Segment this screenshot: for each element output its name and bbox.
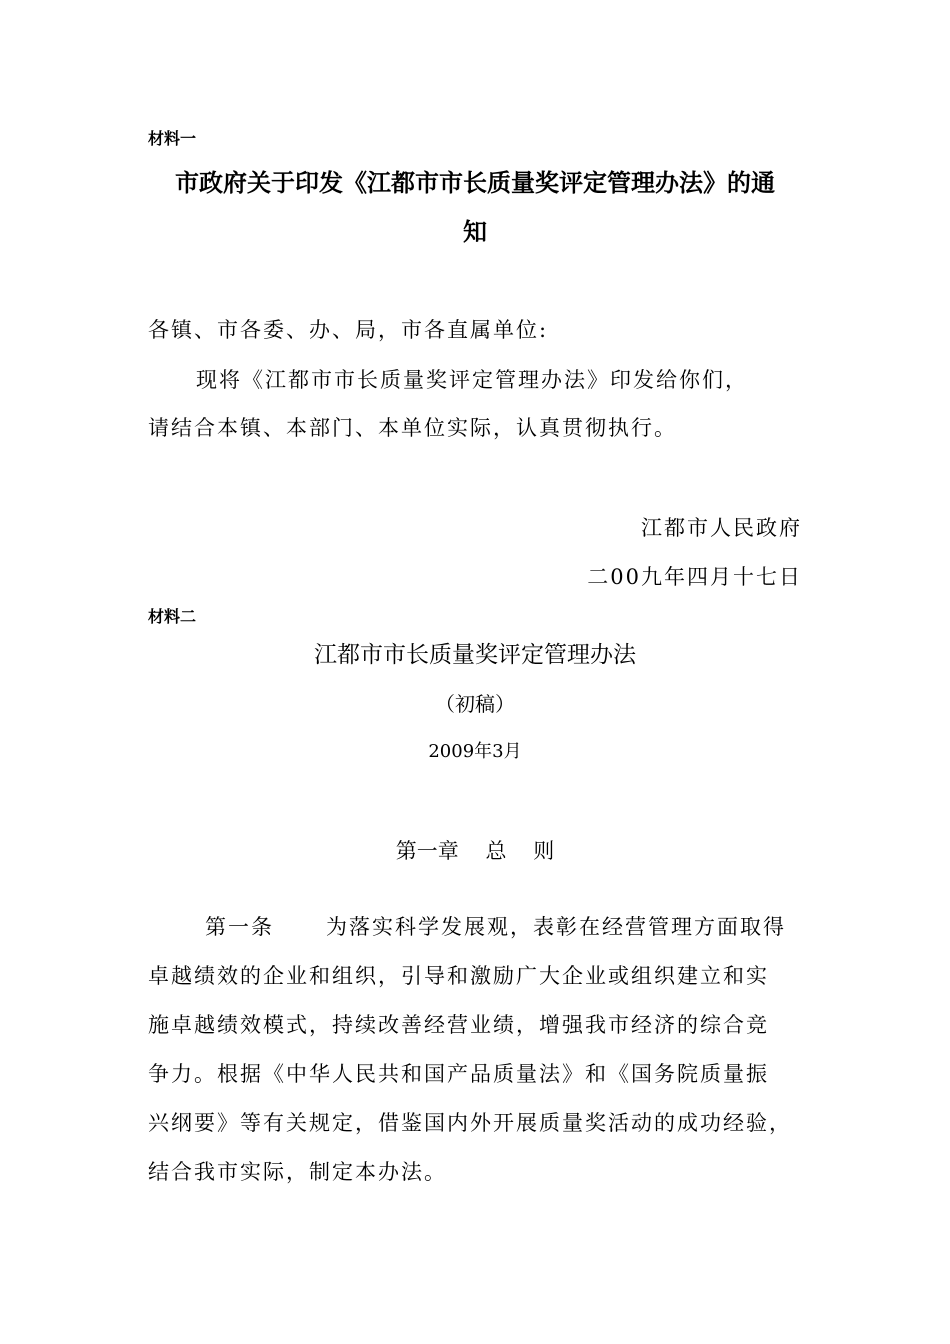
chapter-heading: 第一章 总 则 xyxy=(395,839,555,863)
article-line: 结合我市实际，制定本办法。 xyxy=(148,1160,447,1184)
notice-body-line1: 现将《江都市市长质量奖评定管理办法》印发给你们， xyxy=(196,368,748,392)
article-line: 卓越绩效的企业和组织，引导和激励广大企业或组织建立和实 xyxy=(148,964,769,988)
draft-subtitle: （初稿） xyxy=(435,692,515,716)
regulation-title: 江都市市长质量奖评定管理办法 xyxy=(314,642,636,668)
material-two-label: 材料二 xyxy=(148,607,197,626)
notice-title-line1: 市政府关于印发《江都市市长质量奖评定管理办法》的通 xyxy=(175,169,775,197)
salutation: 各镇、市各委、办、局，市各直属单位: xyxy=(148,318,549,342)
signature-date: 二00九年四月十七日 xyxy=(587,565,802,589)
notice-title-line2: 知 xyxy=(463,218,487,246)
article-line: 第一条 为落实科学发展观，表彰在经营管理方面取得 xyxy=(205,915,787,939)
signature-organization: 江都市人民政府 xyxy=(641,516,802,540)
article-line: 施卓越绩效模式，持续改善经营业绩，增强我市经济的综合竞 xyxy=(148,1013,769,1037)
regulation-date: 2009年3月 xyxy=(428,741,522,762)
article-line: 争力。根据《中华人民共和国产品质量法》和《国务院质量振 xyxy=(148,1062,769,1086)
notice-body-line2: 请结合本镇、本部门、本单位实际，认真贯彻执行。 xyxy=(148,416,677,440)
material-one-label: 材料一 xyxy=(148,129,197,148)
article-line: 兴纲要》等有关规定，借鉴国内外开展质量奖活动的成功经验， xyxy=(148,1111,792,1135)
